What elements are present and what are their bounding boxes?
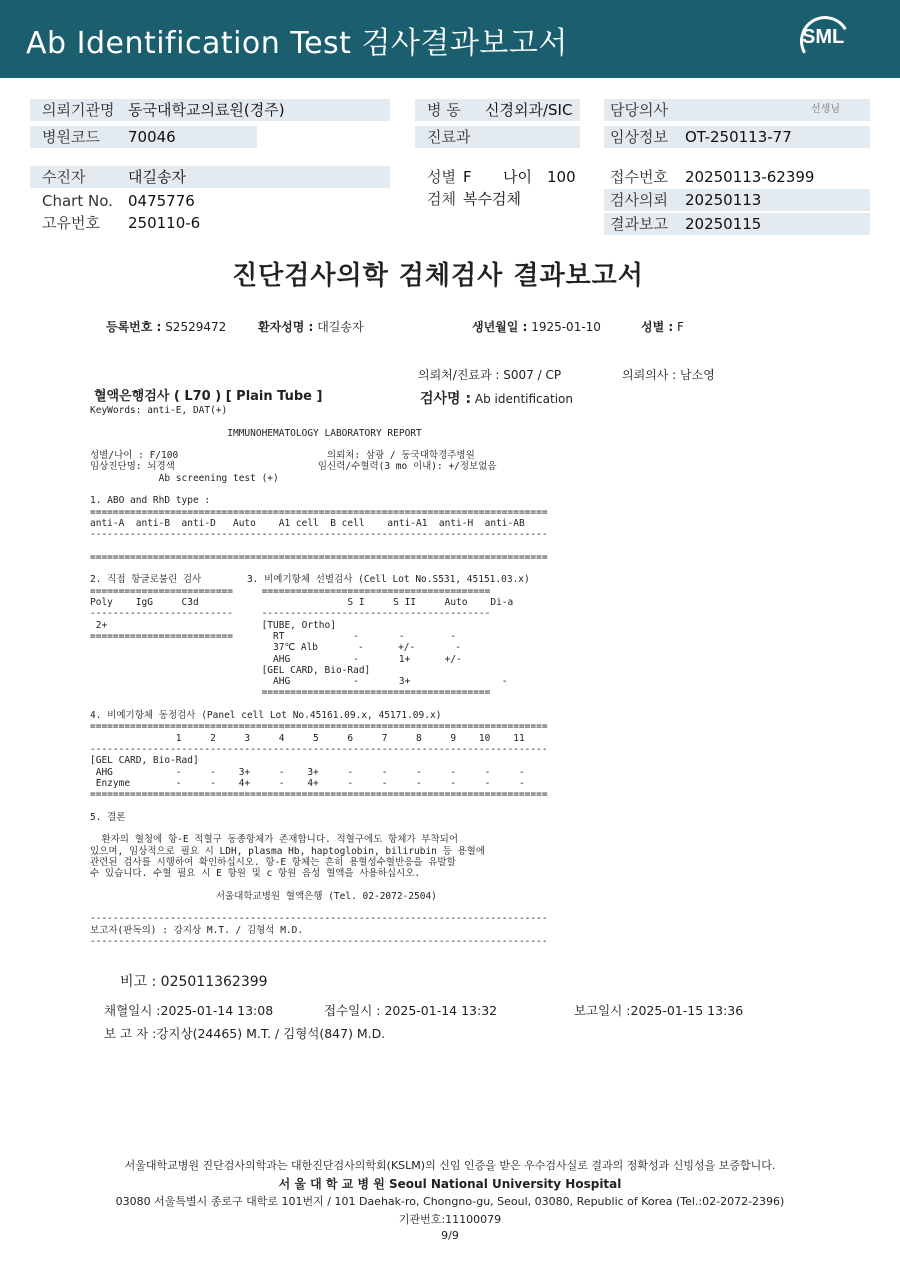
reception-value: 20250113-62399: [685, 168, 815, 186]
req-inst-field: [30, 99, 390, 121]
footer-cert: 서울대학교병원 진단검사의학과는 대한진단검사의학회(KSLM)의 신임 인증을 받은 우수검사실로 결과의 정확성과 신빙성을 보증합니다.: [124, 1159, 776, 1172]
patient-name: [258, 318, 364, 335]
ward-value: 신경외과/SIC: [485, 101, 573, 119]
doc-sex-label: 성별 :: [641, 320, 674, 334]
test-req-label: 검사의뢰: [610, 191, 668, 209]
test-req-value: 20250113: [685, 191, 762, 209]
sml-logo: [798, 14, 852, 64]
chart-label: Chart No.: [42, 192, 113, 210]
ward-field: [415, 99, 580, 121]
doctor-label: 담당의사: [610, 101, 668, 119]
specimen-value: 복수검체: [463, 190, 521, 208]
doc-sex: [641, 318, 684, 335]
report-time: [574, 1001, 743, 1019]
sex-value: F: [463, 168, 472, 186]
section-title: 혈액은행검사 ( L70 ) [ Plain Tube ]: [94, 389, 323, 404]
test-value: Ab identification: [474, 392, 573, 406]
chart-field: [30, 190, 390, 212]
footer-hospital: 서 울 대 학 교 병 원 Seoul National University Hospital: [278, 1177, 622, 1191]
sex-label: 성별: [427, 168, 456, 186]
reporter-label: 보 고 자 :: [104, 1026, 157, 1041]
reportdt-label: 보고일시 :: [574, 1003, 631, 1018]
age-label: 나이: [503, 168, 532, 186]
clinical-value: OT-250113-77: [685, 128, 792, 146]
patient-label: 수진자: [42, 168, 86, 186]
report-field: [604, 213, 870, 235]
report-value: 20250115: [685, 215, 762, 233]
reporter: [104, 1024, 385, 1042]
remark: [120, 971, 268, 991]
scanned-report: [78, 245, 798, 1255]
reception-field: [604, 166, 870, 188]
remark-value: 025011362399: [160, 974, 268, 990]
req-doctor: 의뢰의사 : 남소영: [622, 368, 715, 382]
logo-text: SML: [802, 26, 845, 48]
req-place: 의뢰처/진료과 : S007 / CP: [418, 368, 562, 382]
clinical-field: [604, 126, 870, 148]
dept-label: 진료과: [427, 128, 471, 146]
remark-label: 비고 :: [120, 974, 157, 990]
test-label: 검사명 :: [420, 391, 472, 407]
header-bar: [0, 0, 900, 78]
dept-field: [415, 126, 580, 148]
footer-org-no: 기관번호:11100079: [398, 1213, 502, 1226]
hosp-code-field: [30, 126, 257, 148]
report-label: 결과보고: [610, 215, 668, 233]
name-label: 환자성명 :: [258, 320, 314, 334]
collect-time: [104, 1001, 273, 1019]
receive-value: 2025-01-14 13:32: [384, 1003, 498, 1018]
reportdt-value: 2025-01-15 13:36: [630, 1003, 744, 1018]
header-title: Ab Identification Test 검사결과보고서: [26, 26, 568, 61]
uid-label: 고유번호: [42, 214, 100, 232]
collect-value: 2025-01-14 13:08: [160, 1003, 274, 1018]
receive-label: 접수일시 :: [324, 1003, 381, 1018]
reg-value: S2529472: [165, 320, 227, 334]
doctor-suffix: 선생님: [811, 104, 840, 115]
report-body: KeyWords: anti-E, DAT(+) IMMUNOHEMATOLOGY LABORATORY REPORT 성별/나이 : F/100 의뢰처: 삼광 / 동국대학경주병원 임상진단명: 뇌경색 임신력/수혈력(3 mo 이내): +/정보없음 Ab screening test (+) 1. ABO and RhD type : ================================================================================ anti-A anti-B anti-D Auto A1 cell B cell anti-A1 anti-H anti-AB -------------------------------------------------------------------------------- ================================================================================ 2. 직접 항글로불린 검사 3. 비예기항체 선별검사 (Cell Lot No.S531, 45151.03.x) ========================= ======================================== Poly IgG C3d S I S II Auto Di-a ------------------------- ---------------------------------------- 2+ [TUBE, Ortho] ========================= RT - - - 37℃ Alb - +/- - AHG - 1+ +/- [GEL CARD, Bio-Rad] AHG - 3+ - ======================================== 4. 비예기항체 동정검사 (Panel cell Lot No.45161.09.x, 45171.09.x) ================================================================================ 1 2 3 4 5 6 7 8 9 10 11 -------------------------------------------------------------------------------- [GEL CARD, Bio-Rad] AHG - - 3+ - 3+ - - - - - - Enzyme - - 4+ - 4+ - - - - - - ================================================================================ 5. 결론 환자의 혈청에 항-E 적혈구 동종항체가 존재합니다. 적혈구에도 항체가 부착되어 있으며, 임상적으로 필요 시 LDH, plasma Hb, haptoglobin, bilirubin 등 용혈에 관련된 검사를 시행하여 확인하십시오. 항-E 항체는 흔히 용혈성수혈반응을 유발할 수 있습니다. 수혈 필요 시 E 항원 및 c 항원 음성 혈액을 사용하십시오. 서울대학교병원 혈액은행 (Tel. 02-2072-2504) -------------------------------------------------------------------------------- 보고자(판독의) : 강지상 M.T. / 김형석 M.D. --------------------------------------------------------------------------------: [90, 405, 548, 947]
receive-time: [324, 1001, 497, 1019]
uid-value: 250110-6: [128, 214, 201, 232]
doctor-field: [604, 99, 870, 121]
specimen-field: [415, 188, 595, 210]
sex-age-field: [415, 166, 595, 188]
dob: [472, 318, 601, 335]
uid-field: [30, 212, 390, 234]
report-title: 진단검사의학 검체검사 결과보고서: [232, 261, 644, 291]
clinical-label: 임상정보: [610, 128, 668, 146]
hosp-code-label: 병원코드: [42, 128, 100, 146]
test-req-field: [604, 189, 870, 211]
chart-value: 0475776: [128, 192, 195, 210]
doc-sex-value: F: [677, 320, 684, 334]
reg-label: 등록번호 :: [106, 320, 162, 334]
req-inst-label: 의뢰기관명: [42, 101, 115, 119]
patient-field: [30, 166, 390, 188]
patient-value: 대길송자: [128, 168, 186, 186]
reception-label: 접수번호: [610, 168, 668, 186]
page-number: 9/9: [441, 1229, 459, 1242]
age-value: 100: [547, 168, 576, 186]
hosp-code-value: 70046: [128, 128, 176, 146]
req-inst-value: 동국대학교의료원(경주): [128, 101, 285, 119]
reporter-value: 강지상(24465) M.T. / 김형석(847) M.D.: [156, 1026, 386, 1041]
name-value: 대길송자: [317, 320, 364, 334]
collect-label: 채혈일시 :: [104, 1003, 161, 1018]
ward-label: 병 동: [427, 101, 461, 119]
dob-value: 1925-01-10: [531, 320, 601, 334]
reg-no: [106, 318, 226, 335]
dob-label: 생년월일 :: [472, 320, 528, 334]
footer-address: 03080 서울특별시 종로구 대학로 101번지 / 101 Daehak-ro, Chongno-gu, Seoul, 03080, Republic of Korea (Tel.:02-2072-2396): [115, 1195, 785, 1208]
specimen-label: 검체: [427, 190, 456, 208]
